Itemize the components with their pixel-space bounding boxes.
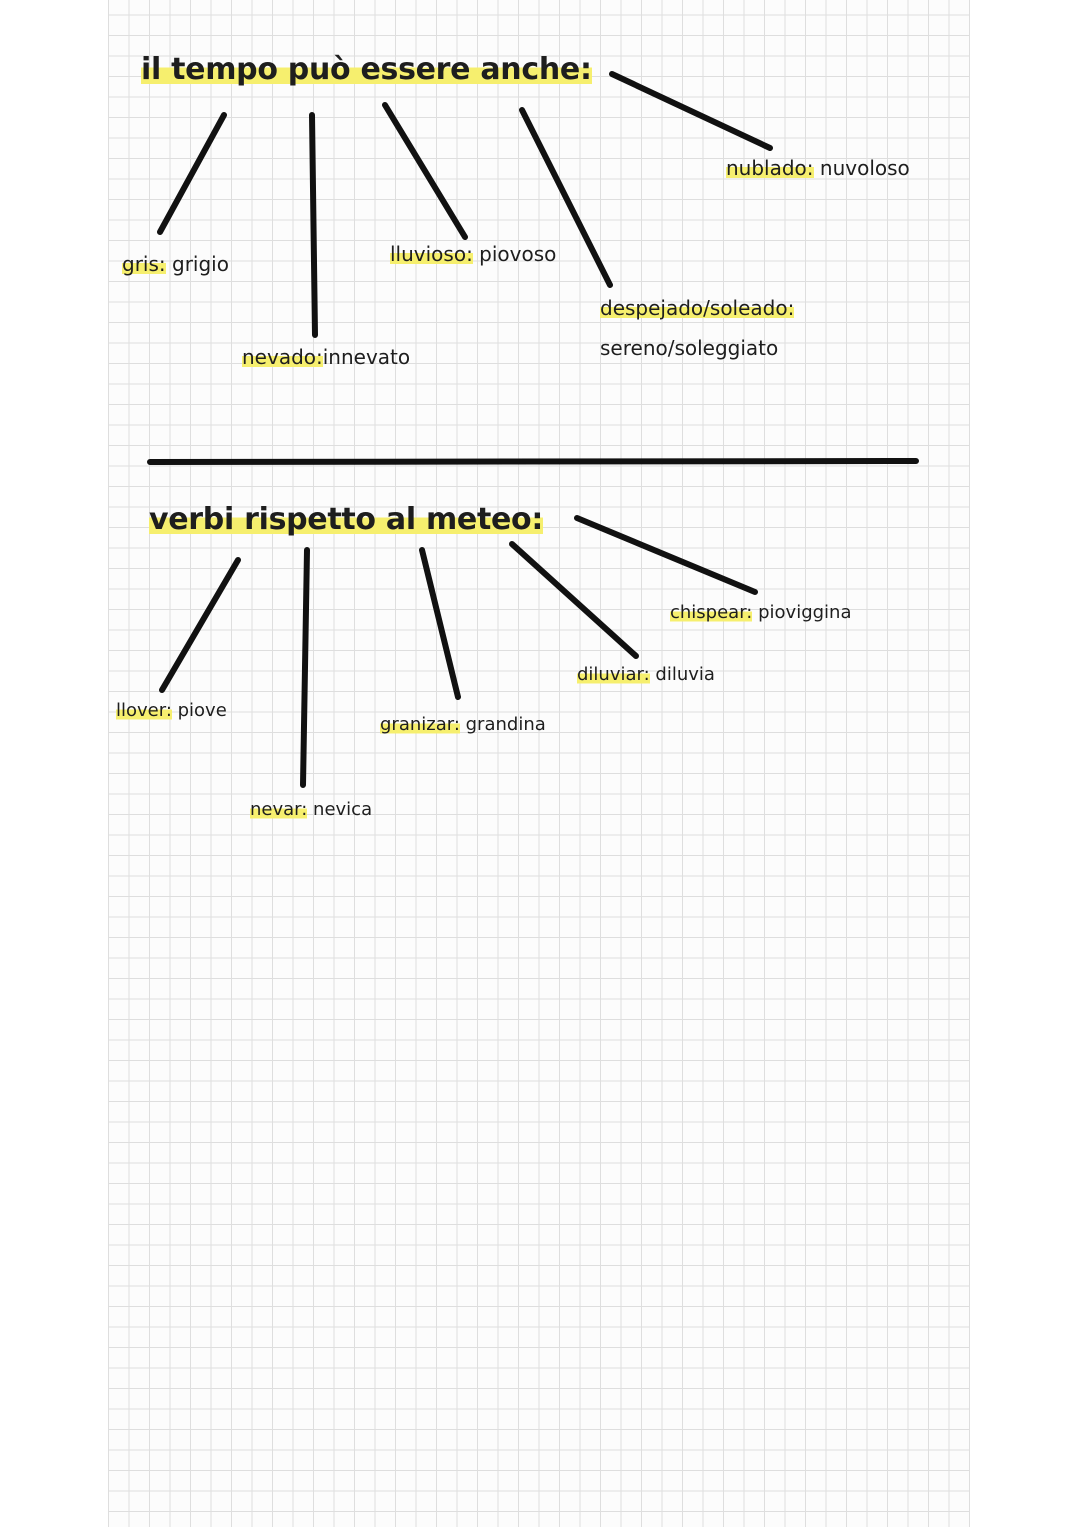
term-es: nevar: (250, 799, 308, 820)
connector-gris (160, 115, 224, 232)
connector-diluviar (512, 544, 636, 656)
term-es: diluviar: (577, 664, 650, 685)
term-despejado-translation (600, 336, 778, 360)
term-diluviar (577, 664, 715, 685)
term-it: grandina (459, 714, 546, 735)
term-es: lluvioso: (390, 242, 473, 266)
connector-nevado (312, 115, 315, 335)
term-es: chispear: (670, 602, 753, 623)
connector-nevar (303, 550, 307, 785)
term-granizar (380, 714, 546, 735)
term-nublado (726, 156, 910, 180)
term-despejado (600, 296, 794, 320)
connector-llover (162, 560, 238, 690)
section1-title (141, 52, 592, 87)
term-it: grigio (165, 252, 229, 276)
term-es: nublado: (726, 156, 814, 180)
term-it: nuvoloso (813, 156, 910, 180)
term-it: diluvia (649, 664, 715, 685)
term-llover (116, 700, 227, 721)
connector-lluvioso (385, 105, 465, 237)
term-es: granizar: (380, 714, 460, 735)
section1-title-text: il tempo può essere anche: (141, 52, 592, 87)
section2-title (149, 502, 543, 537)
term-chispear (670, 602, 851, 623)
term-es: nevado: (242, 345, 323, 369)
term-es: llover: (116, 700, 172, 721)
term-it: innevato (322, 345, 411, 369)
term-es: despejado/soleado: (600, 296, 795, 320)
term-it: sereno/soleggiato (600, 336, 779, 360)
term-it: pioviggina (752, 602, 852, 623)
connector-chispear (577, 518, 755, 592)
term-it: piovoso (472, 242, 557, 266)
section-divider (150, 461, 916, 462)
section2-title-text: verbi rispetto al meteo: (149, 502, 544, 537)
term-nevar (250, 799, 372, 820)
term-it: piove (171, 700, 227, 721)
term-es: gris: (122, 252, 166, 276)
term-it: nevica (307, 799, 373, 820)
term-nevado (242, 345, 410, 369)
term-gris (122, 252, 229, 276)
term-lluvioso (390, 242, 556, 266)
connector-nublado (612, 74, 770, 148)
connector-granizar (422, 550, 458, 697)
